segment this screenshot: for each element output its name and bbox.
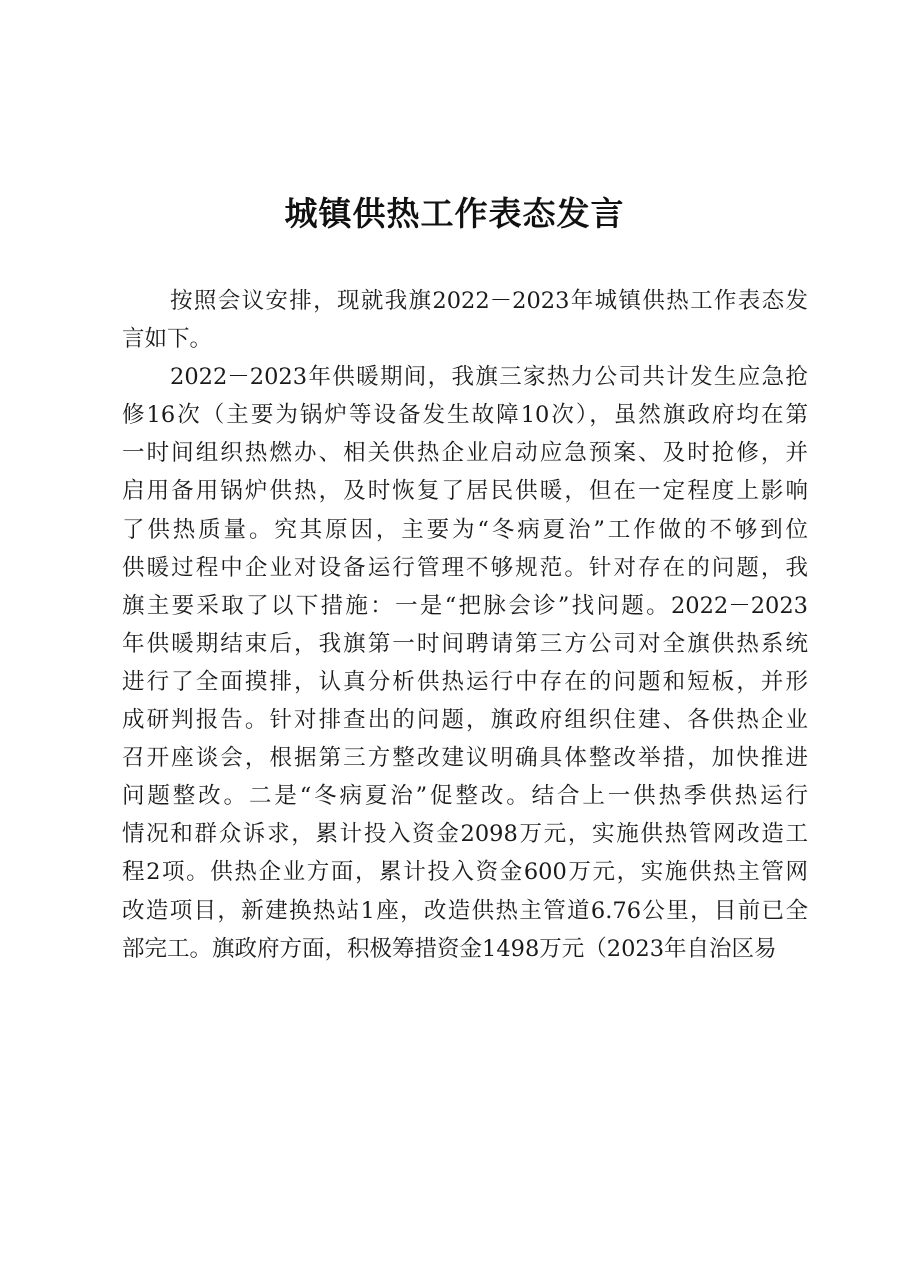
paragraph-1-line-1: 按照会议安排，现就我旗2022－2023年城镇供热工作表态发 (170, 288, 808, 314)
paragraph-2-line-15: 改造项目，新建换热站1座，改造供热主管道6.76公里，目前已全 (122, 897, 808, 924)
paragraph-2-line-14: 程2项。供热企业方面，累计投入资金600万元，实施供热主管网 (122, 859, 808, 886)
paragraph-2-line-11: 召开座谈会，根据第三方整改建议明确具体整改举措，加快推进 (122, 745, 808, 772)
paragraph-2-line-7: 旗主要采取了以下措施：一是“把脉会诊”找问题。2022－2023 (122, 592, 808, 619)
paragraph-2-line-3: 一时间组织热燃办、相关供热企业启动应急预案、及时抢修，并 (122, 440, 808, 467)
paragraph-2-line-2: 修16次（主要为锅炉等设备发生故障10次），虽然旗政府均在第 (122, 402, 808, 429)
paragraph-1-line-2: 言如下。 (122, 326, 213, 353)
paragraph-2-line-12: 问题整改。二是“冬病夏治”促整改。结合上一供热季供热运行 (122, 783, 808, 810)
paragraph-2-line-6: 供暖过程中企业对设备运行管理不够规范。针对存在的问题，我 (122, 554, 808, 581)
paragraph-2-line-8: 年供暖期结束后，我旗第一时间聘请第三方公司对全旗供热系统 (122, 630, 808, 657)
paragraph-2-line-16: 部完工。旗政府方面，积极筹措资金1498万元（2023年自治区易 (122, 935, 777, 962)
paragraph-2-line-1: 2022－2023年供暖期间，我旗三家热力公司共计发生应急抢 (170, 364, 808, 391)
paragraph-2-line-10: 成研判报告。针对排查出的问题，旗政府组织住建、各供热企业 (122, 707, 808, 734)
paragraph-2-line-4: 启用备用锅炉供热，及时恢复了居民供暖，但在一定程度上影响 (122, 478, 808, 505)
paragraph-2-line-13: 情况和群众诉求，累计投入资金2098万元，实施供热管网改造工 (122, 821, 808, 848)
paragraph-2-line-5: 了供热质量。究其原因，主要为“冬病夏治”工作做的不够到位 (122, 516, 808, 543)
document-title: 城镇供热工作表态发言 (284, 194, 625, 233)
document-body (122, 282, 808, 968)
paragraph-2-line-9: 进行了全面摸排，认真分析供热运行中存在的问题和短板，并形 (122, 668, 808, 695)
